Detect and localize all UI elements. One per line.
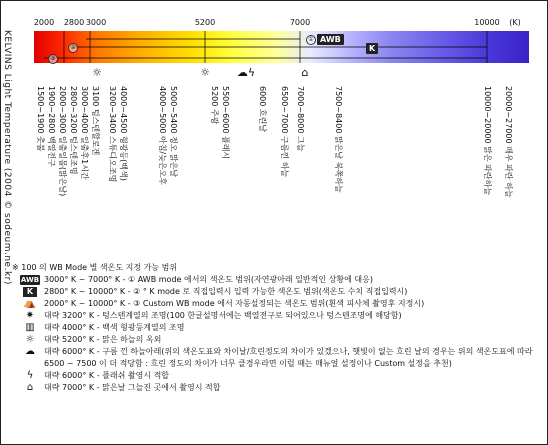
custom-wb-icon: ⛺ [23, 298, 37, 309]
legend-row [12, 370, 542, 382]
label-cloudy: 6500~7000 구름낀 하늘 [280, 86, 289, 178]
tick-2800: 2800 [63, 18, 85, 27]
flash-icon: ϟ [26, 370, 34, 381]
range-lines [34, 31, 529, 63]
awb-icon: AWB [20, 276, 40, 284]
legend-text: 대략 4000° K - 백색 형광등계열의 조명 [44, 323, 185, 332]
legend-text: 3000° K ~ 7000° K - ① AWB mode 에서의 색온도 범위(자연광아래 일반적인 상황에 대응) [44, 275, 373, 284]
label-fluorescent: 4000~4500 형광등(백색) [119, 86, 128, 181]
marker-3: ③ [48, 54, 58, 64]
cloud-icon: ☁ [25, 346, 35, 357]
label-candle: 1500~1900 촛불 [36, 86, 45, 152]
label-overcast: 6000 흐린날 [258, 86, 267, 133]
label-sunrise: 2000~3000 일출일몰(맑은날) [58, 86, 67, 197]
label-flash: 5500~6000 플래시 [221, 86, 230, 160]
label-tungsten: 2800~3200 텅스텐조명 [69, 86, 78, 175]
tick-unit: (K) [509, 18, 521, 27]
legend-row [12, 286, 542, 298]
legend-row [12, 298, 542, 310]
label-daylight: 5200 주광 [210, 86, 219, 125]
legend-row [12, 382, 542, 394]
tick-10000: 10000 [474, 18, 500, 27]
label-blue-sky: 10000~20000 맑은 파란하늘 [483, 86, 492, 196]
sun-icon: ☼ [25, 334, 35, 345]
legend-text: 2800° K ~ 10000° K - ② ° K mode 로 직접입력시 입력 가능한 색온도 범위(색온도 수치 직접입력시) [44, 287, 408, 296]
tick-5200: 5200 [194, 18, 216, 27]
legend-row [12, 346, 542, 370]
legend-row [12, 334, 542, 346]
label-halogen: 3100 텅스텐할로겐 [91, 86, 100, 156]
label-studio: 3200~3400 스튜디오조명 [108, 86, 117, 183]
label-after-sunrise: 3000~4000 일출후1시간 [80, 86, 89, 180]
kelvin-gradient-bar [34, 31, 529, 63]
sun-icon: ☼ [92, 66, 102, 79]
legend-row [12, 322, 542, 334]
shade-icon: ⌂ [26, 382, 34, 393]
legend [12, 262, 542, 394]
top-ticks [0, 18, 548, 32]
marker-2: ② [68, 43, 78, 53]
cloud-flash-icon: ☁ϟ [236, 66, 256, 79]
fluorescent-icon: ▥ [25, 322, 35, 333]
chart-vertical-title-text: KELVINS Light Temperature (2004 © sodeum.ne.kr) [2, 30, 12, 285]
label-north-sky: 7500~8400 맑은날 북쪽하늘 [334, 86, 343, 193]
legend-text: 2000° K ~ 10000° K - ③ Custom WB mode 에서 자동설정되는 색온도 범위(흰색 피사체 촬영후 지정시) [44, 299, 425, 308]
tick-2000: 2000 [33, 18, 55, 27]
icon-row [0, 66, 548, 84]
label-morning: 4000~5000 아침/늦은오후 [158, 86, 167, 186]
legend-title: ※ 100 의 WB Mode 별 색온도 지정 가능 범위 [12, 263, 178, 272]
legend-row [12, 274, 542, 286]
tick-7000: 7000 [289, 18, 311, 27]
legend-text: 대략 3200° K - 텅스텐계열의 조명(100 한글설명서에는 백열전구로 되어있으나 텅스텐조명에 해당함) [44, 311, 402, 320]
legend-text: 대략 6000° K - 구름 낀 하늘아래(위의 색온도표와 차이날/흐린정도의 차이가 있겠으나, 햇빛이 없는 흐린 날의 경우는 위의 색온도표에 따라 6500 ~ 7500 이 더 적당함 : 흐린 정도의 차이가 너무 클경우라면 이럴 때는 매뉴얼 설정이나 Custom 설정을 추천) [44, 347, 533, 368]
sun-icon: ☼ [200, 66, 210, 79]
awb-badge: AWB [317, 34, 344, 45]
kelvin-icon: K [23, 287, 37, 297]
legend-row [12, 310, 542, 322]
label-noon: 5000~5400 정오 맑은날 [169, 86, 178, 178]
tungsten-icon: ✷ [25, 310, 35, 321]
label-deep-blue-sky: 20000~27000 매우 파란 하늘 [504, 86, 513, 198]
tick-3000: 3000 [85, 18, 107, 27]
k-badge: K [366, 43, 378, 54]
house-shade-icon: ⌂ [301, 66, 309, 79]
label-shade: 7000~8000 그늘 [296, 86, 305, 152]
legend-text: 대략 7000° K - 맑은날 그늘진 곳에서 촬영시 적합 [44, 383, 221, 392]
label-incandescent: 1900~2800 백열전구 [47, 86, 56, 167]
marker-1: ① [306, 35, 316, 45]
legend-text: 대략 5200° K - 맑은 하늘의 옥외 [44, 335, 162, 344]
legend-text: 대략 6000° K - 플래쉬 촬영시 적합 [44, 371, 170, 380]
